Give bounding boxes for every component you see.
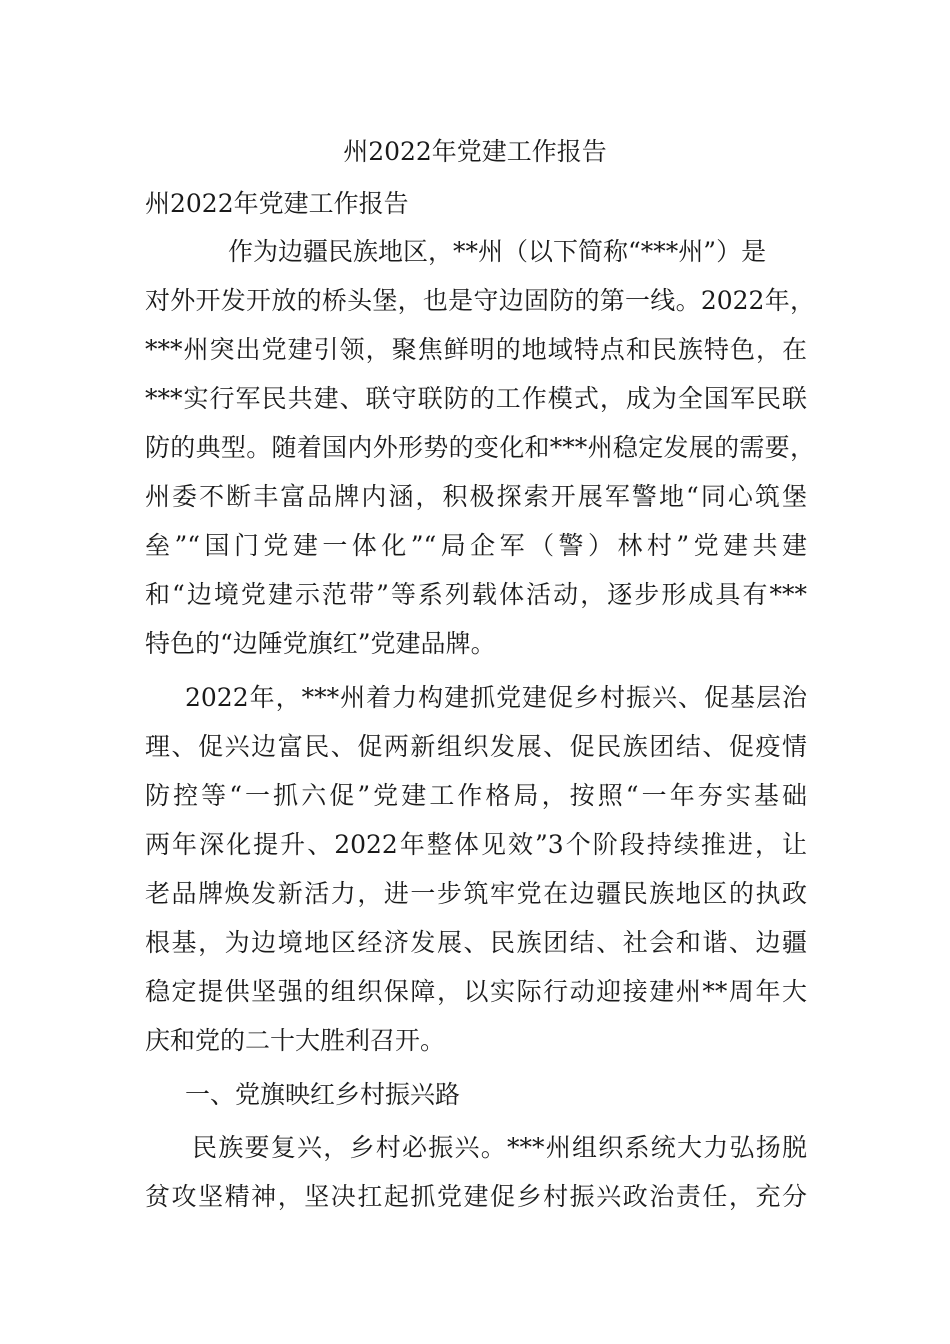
paragraph-line: 对外开发开放的桥头堡，也是守边固防的第一线。2022年， bbox=[145, 286, 815, 315]
document-title: 州2022年党建工作报告 bbox=[343, 137, 607, 166]
paragraph-line: 庆和党的二十大胜利召开。 bbox=[145, 1026, 446, 1055]
paragraph-line: 两年深化提升、2022年整体见效”3个阶段持续推进，让 bbox=[145, 830, 807, 859]
section-heading: 一、党旗映红乡村振兴路 bbox=[185, 1080, 461, 1109]
paragraph-line: 理、促兴边富民、促两新组织发展、促民族团结、促疫情 bbox=[145, 732, 807, 761]
paragraph-line: 2022年，***州着力构建抓党建促乡村振兴、促基层治 bbox=[185, 683, 807, 712]
paragraph-line: 民族要复兴，乡村必振兴。***州组织系统大力弘扬脱 bbox=[192, 1133, 807, 1162]
paragraph-line: 防的典型。随着国内外形势的变化和***州稳定发展的需要， bbox=[145, 433, 815, 462]
paragraph-line: 根基，为边境地区经济发展、民族团结、社会和谐、边疆 bbox=[145, 928, 807, 957]
paragraph-line: ***实行军民共建、联守联防的工作模式，成为全国军民联 bbox=[145, 384, 807, 413]
paragraph-line: 稳定提供坚强的组织保障，以实际行动迎接建州**周年大 bbox=[145, 977, 807, 1006]
paragraph-line: 州委不断丰富品牌内涵，积极探索开展军警地“同心筑堡 bbox=[145, 482, 807, 511]
paragraph-line: 特色的“边陲党旗红”党建品牌。 bbox=[145, 629, 496, 658]
paragraph-line: 防控等“一抓六促”党建工作格局，按照“一年夯实基础 bbox=[145, 781, 807, 810]
paragraph-line: 垒”“国门党建一体化”“局企军（警）林村”党建共建 bbox=[145, 531, 807, 560]
paragraph-line: 老品牌焕发新活力，进一步筑牢党在边疆民族地区的执政 bbox=[145, 879, 807, 908]
paragraph-line: ***州突出党建引领，聚焦鲜明的地域特点和民族特色，在 bbox=[145, 335, 807, 364]
paragraph-line: 和“边境党建示范带”等系列载体活动，逐步形成具有*** bbox=[145, 580, 807, 609]
paragraph-line: 作为边疆民族地区，**州（以下简称“***州”）是 bbox=[228, 237, 767, 266]
paragraph-line: 贫攻坚精神，坚决扛起抓党建促乡村振兴政治责任，充分 bbox=[145, 1182, 807, 1211]
document-subtitle: 州2022年党建工作报告 bbox=[145, 189, 409, 218]
